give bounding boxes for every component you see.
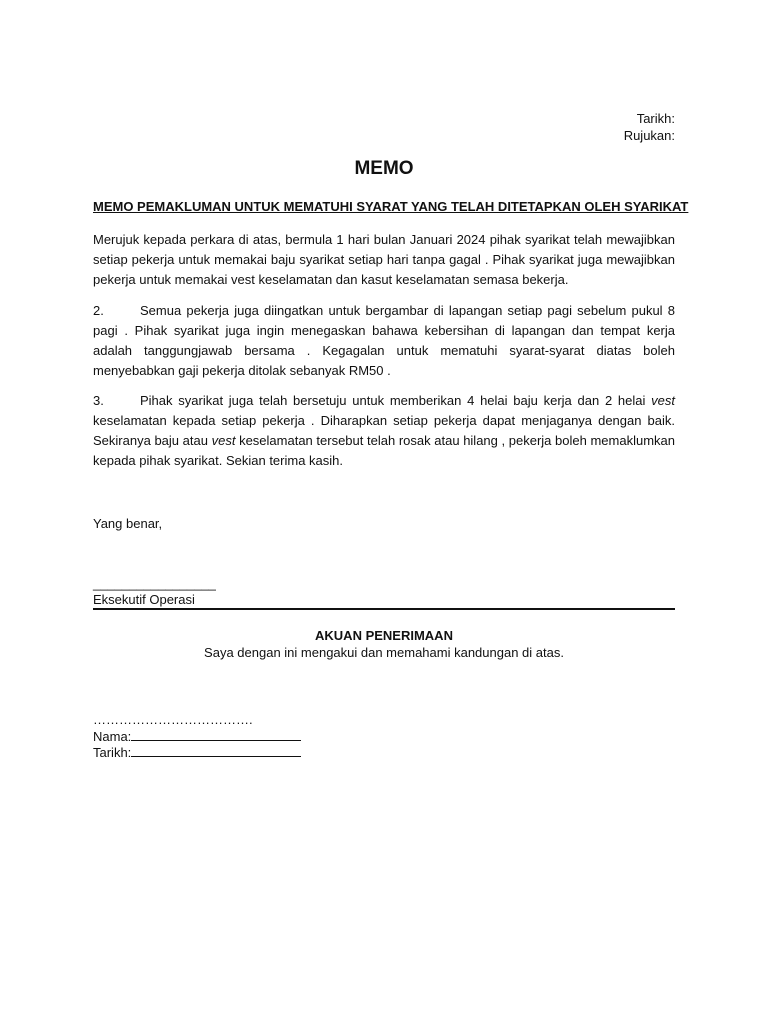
paragraph-3-text-b: keselamatan kepada setiap pekerja . Diharapkan setiap pekerja dapat menjaganya dengan baik. Sekiranya baju atau bbox=[93, 413, 675, 448]
date-field bbox=[93, 743, 301, 763]
paragraph-1: Merujuk kepada perkara di atas, bermula 1 hari bulan Januari 2024 pihak syarikat telah mewajibkan setiap pekerja untuk memakai baju syarikat setiap hari tanpa gagal . Pihak syarikat juga mewajibkan pekerja untuk memakai vest keselamatan dan kasut keselamatan semasa bekerja. bbox=[93, 232, 675, 287]
paragraph-3-text-c: keselamatan tersebut telah rosak atau hilang , pekerja boleh memaklumkan kepada pihak syarikat. Sekian terima kasih. bbox=[93, 433, 676, 468]
paragraph-3-text-a: Pihak syarikat juga telah bersetuju untuk memberikan 4 helai baju kerja dan 2 helai bbox=[140, 393, 652, 408]
paragraph-3-number: 3. bbox=[93, 393, 104, 408]
paragraph-3-vest-2: vest bbox=[211, 433, 236, 448]
date-field-label: Tarikh: bbox=[93, 745, 132, 760]
paragraph-2-text: Semua pekerja juga diingatkan untuk bergambar di lapangan setiap pagi sebelum pukul 8 pagi . Pihak syarikat juga ingin menegaskan bahawa kebersihan di lapangan dan tempat kerja adalah tanggungjawab bersama . Kegagalan untuk mematuhi syarat-syarat diatas boleh menyebabkan gaji pekerja ditolak sebanyak RM50 . bbox=[93, 303, 675, 378]
acknowledgement-statement: Saya dengan ini mengakui dan memahami kandungan di atas. bbox=[204, 645, 564, 660]
name-line bbox=[131, 740, 301, 741]
paragraph-3-vest-1: vest bbox=[651, 393, 675, 408]
memo-subject: MEMO PEMAKLUMAN UNTUK MEMATUHI SYARAT YANG TELAH DITETAPKAN OLEH SYARIKAT bbox=[93, 199, 689, 214]
closing: Yang benar, bbox=[93, 516, 163, 531]
memo-title: MEMO bbox=[354, 158, 414, 179]
date-label: Tarikh: bbox=[636, 111, 675, 126]
signature-line: _________________ bbox=[93, 576, 216, 591]
acknowledgement-signature-dots: ………………………………. bbox=[93, 712, 253, 727]
date-line bbox=[131, 756, 301, 757]
reference-label: Rujukan: bbox=[623, 128, 675, 143]
signatory-title: Eksekutif Operasi bbox=[93, 592, 195, 607]
paragraph-2 bbox=[93, 301, 675, 381]
paragraph-3 bbox=[93, 391, 675, 471]
name-label: Nama: bbox=[93, 729, 132, 744]
section-divider bbox=[93, 608, 675, 610]
acknowledgement-title: AKUAN PENERIMAAN bbox=[315, 628, 453, 643]
paragraph-2-number: 2. bbox=[93, 303, 104, 318]
